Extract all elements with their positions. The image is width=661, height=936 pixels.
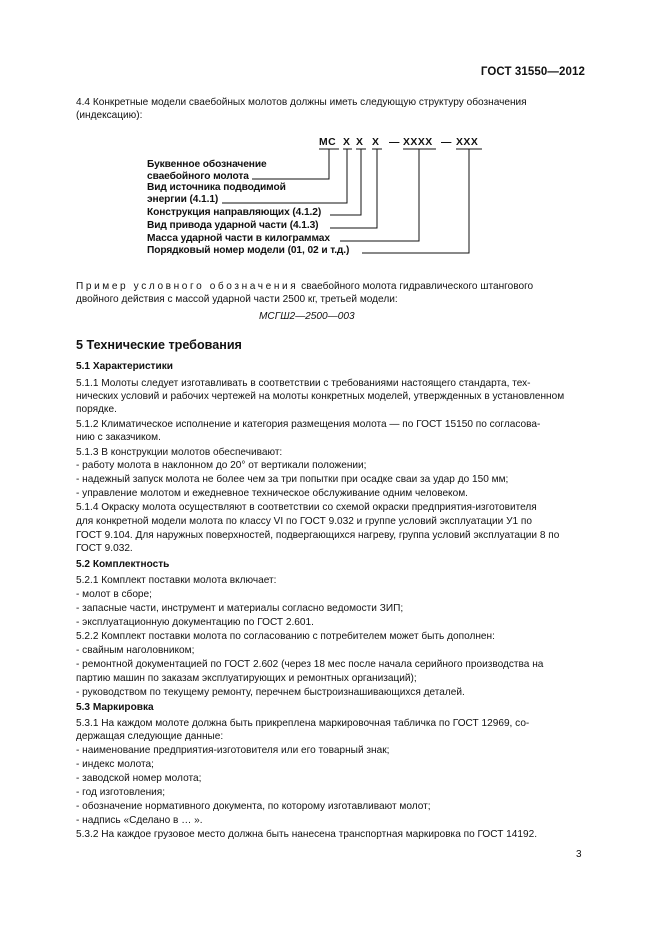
code-part-x2: Х bbox=[356, 137, 364, 148]
para-5-3-1-line-1: 5.3.1 На каждом молоте должна быть прикреплена маркировочная табличка по ГОСТ 12969, со- bbox=[76, 718, 530, 729]
section-5-title: 5 Технические требования bbox=[76, 338, 242, 352]
diagram-label-guides: Конструкция направляющих (4.1.2) bbox=[147, 207, 322, 218]
code-part-mass: ХХХХ bbox=[403, 137, 433, 148]
para-5-1-1-line-1: 5.1.1 Молоты следует изготавливать в соответствии с требованиями настоящего стандарта, тех- bbox=[76, 378, 531, 389]
code-part-x1: Х bbox=[343, 137, 351, 148]
para-5-1-1-line-3: порядке. bbox=[76, 404, 117, 415]
example-line-1-rest: сваебойного молота гидравлического штангового bbox=[301, 281, 534, 292]
diagram-label-letter-1: Буквенное обозначение bbox=[147, 159, 267, 170]
section-5-2-title: 5.2 Комплектность bbox=[76, 559, 170, 570]
para-5-1-4-line-4: ГОСТ 9.032. bbox=[76, 543, 133, 554]
diagram-label-drive: Вид привода ударной части (4.1.3) bbox=[147, 220, 319, 231]
example-line-2: двойного действия с массой ударной части 2500 кг, третьей модели: bbox=[76, 294, 398, 305]
para-5-1-1-line-2: нических условий и рабочих чертежей на молоты конкретных моделей, утвержденных в установленном bbox=[76, 391, 565, 402]
para-5-1-4-line-2: для конкретной модели молота по классу VI по ГОСТ 9.032 и группе условий эксплуатации У1 по bbox=[76, 516, 533, 527]
para-5-3-1-line-7: - обозначение нормативного документа, по которому изготавливают молот; bbox=[76, 801, 431, 812]
example-heading: Пример условного обозначения bbox=[76, 281, 299, 292]
para-5-1-2-line-1: 5.1.2 Климатическое исполнение и категория размещения молота — по ГОСТ 15150 по согласова- bbox=[76, 419, 541, 430]
para-5-1-3-line-3: - надежный запуск молота не более чем за три попытки при осадке сваи за удар до 150 мм; bbox=[76, 474, 509, 485]
para-5-2-1-line-2: - молот в сборе; bbox=[76, 589, 152, 600]
diagram-leader-lines bbox=[0, 0, 661, 300]
diagram-label-mass: Масса ударной части в килограммах bbox=[147, 233, 330, 244]
para-5-1-4-line-3: ГОСТ 9.104. Для наружных поверхностей, подвергающихся нагреву, группа условий эксплуатации 8 по bbox=[76, 530, 560, 541]
section-5-1-title: 5.1 Характеристики bbox=[76, 361, 173, 372]
para-5-2-2-line-2: - свайным наголовником; bbox=[76, 645, 195, 656]
para-5-3-1-line-4: - индекс молота; bbox=[76, 759, 154, 770]
para-5-3-1-line-2: держащая следующие данные: bbox=[76, 731, 224, 742]
para-5-3-1-line-6: - год изготовления; bbox=[76, 787, 166, 798]
para-5-1-3-line-2: - работу молота в наклонном до 20° от вертикали положении; bbox=[76, 460, 367, 471]
example-code: МСГШ2—2500—003 bbox=[259, 311, 355, 322]
code-part-model: ХХХ bbox=[456, 137, 479, 148]
code-part-dash-2: — bbox=[441, 137, 452, 148]
para-5-2-2-line-1: 5.2.2 Комплект поставки молота по согласованию с потребителем может быть дополнен: bbox=[76, 631, 495, 642]
example-line-1 bbox=[76, 281, 533, 293]
para-5-1-2-line-2: нию с заказчиком. bbox=[76, 432, 161, 443]
diagram-label-model-number: Порядковый номер модели (01, 02 и т.д.) bbox=[147, 245, 350, 256]
para-5-2-1-line-1: 5.2.1 Комплект поставки молота включает: bbox=[76, 575, 277, 586]
para-5-2-2-line-5: - руководством по текущему ремонту, перечнем быстроизнашивающихся деталей. bbox=[76, 687, 465, 698]
para-4-4-line-2: (индексацию): bbox=[76, 110, 143, 121]
code-part-dash-1: — bbox=[389, 137, 400, 148]
document-id: ГОСТ 31550—2012 bbox=[480, 66, 585, 78]
para-5-2-1-line-3: - запасные части, инструмент и материалы согласно ведомости ЗИП; bbox=[76, 603, 404, 614]
page-number: 3 bbox=[576, 849, 582, 860]
para-5-2-2-line-3: - ремонтной документацией по ГОСТ 2.602 (через 18 мес после начала серийного производства на bbox=[76, 659, 544, 670]
para-5-3-1-line-8: - надпись «Сделано в … ». bbox=[76, 815, 203, 826]
diagram-label-energy-2: энергии (4.1.1) bbox=[147, 194, 219, 205]
para-5-1-4-line-1: 5.1.4 Окраску молота осуществляют в соответствии со схемой окраски предприятия-изготовителя bbox=[76, 502, 537, 513]
para-5-3-2-line-1: 5.3.2 На каждое грузовое место должна быть нанесена транспортная маркировка по ГОСТ 14192. bbox=[76, 829, 538, 840]
para-5-3-1-line-5: - заводской номер молота; bbox=[76, 773, 202, 784]
para-5-3-1-line-3: - наименование предприятия-изготовителя или его товарный знак; bbox=[76, 745, 390, 756]
para-4-4-line-1: 4.4 Конкретные модели сваебойных молотов должны иметь следующую структуру обозначения bbox=[76, 97, 527, 108]
para-5-1-3-line-4: - управление молотом и ежедневное техническое обслуживание одним человеком. bbox=[76, 488, 468, 499]
diagram-label-letter-2: сваебойного молота bbox=[147, 171, 249, 182]
code-part-x3: Х bbox=[372, 137, 380, 148]
para-5-1-3-line-1: 5.1.3 В конструкции молотов обеспечивают: bbox=[76, 447, 283, 458]
para-5-2-1-line-4: - эксплуатационную документацию по ГОСТ 2.601. bbox=[76, 617, 314, 628]
section-5-3-title: 5.3 Маркировка bbox=[76, 702, 154, 713]
diagram-label-energy-1: Вид источника подводимой bbox=[147, 182, 286, 193]
code-part-ms: МС bbox=[319, 137, 337, 148]
para-5-2-2-line-4: партию машин по заказам эксплуатирующих и ремонтных организаций); bbox=[76, 673, 417, 684]
